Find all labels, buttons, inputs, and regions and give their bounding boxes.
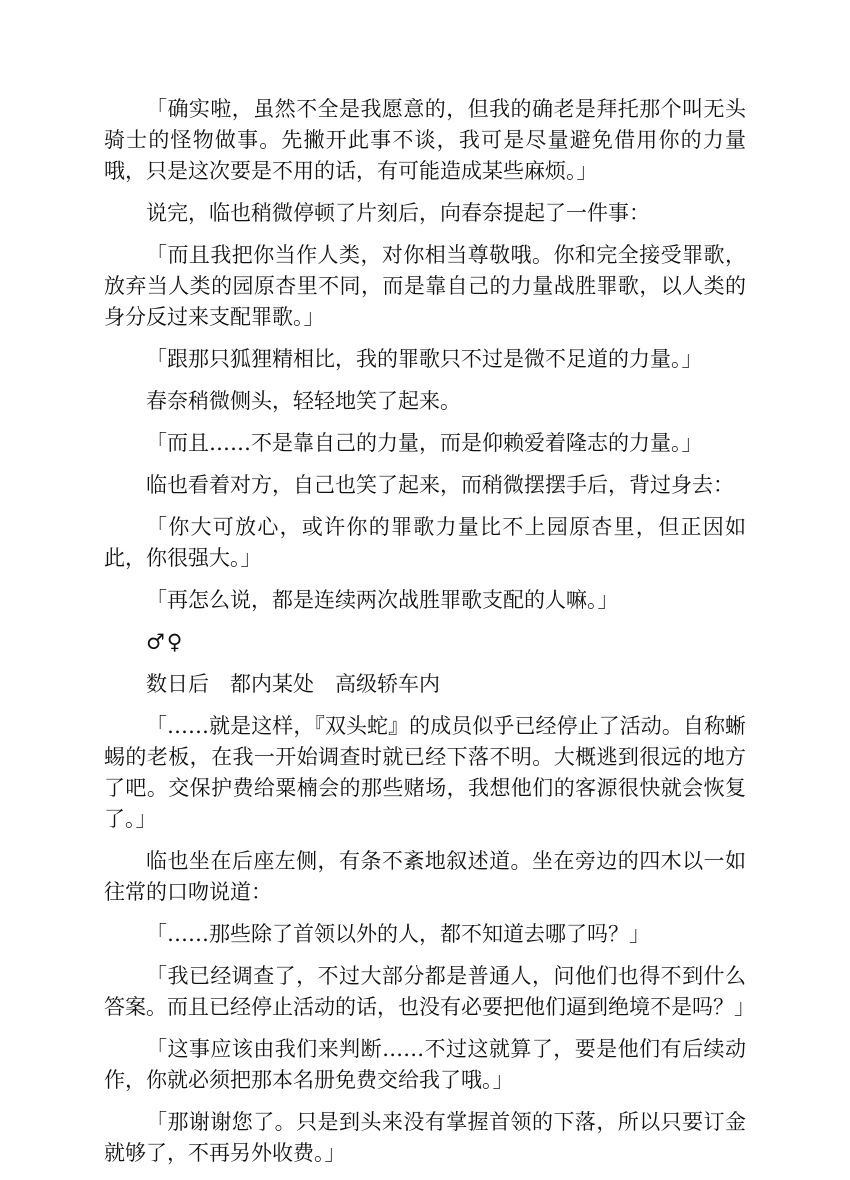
paragraph-1: 「确实啦，虽然不全是我愿意的，但我的确老是拜托那个叫无头骑士的怪物做事。先撇开此事不谈，我可是尽量避免借用你的力量哦，只是这次要是不用的话，有可能造成某些麻烦。」 xyxy=(104,97,746,183)
paragraph-17: 「那谢谢您了。只是到头来没有掌握首领的下落，所以只要订金就够了，不再另外收费。」 xyxy=(104,1110,746,1165)
paragraph-2: 说完，临也稍微停顿了片刻后，向春奈提起了一件事： xyxy=(146,201,650,225)
paragraph-3: 「而且我把你当作人类，对你相当尊敬哦。你和完全接受罪歌，放弃当人类的园原杏里不同，而是靠自己的力量战胜罪歌，以人类的身分反过来支配罪歌。」 xyxy=(104,243,746,329)
document-page xyxy=(104,94,755,1180)
paragraph-15: 「我已经调查了，不过大部分都是普通人，问他们也得不到什么答案。而且已经停止活动的话，也没有必要把他们逼到绝境不是吗？」 xyxy=(104,964,755,1019)
paragraph-5: 春奈稍微侧头，轻轻地笑了起来。 xyxy=(146,389,461,413)
paragraph-9: 「再怎么说，都是连续两次战胜罪歌支配的人嘛。」 xyxy=(146,588,619,612)
paragraph-13: 临也坐在后座左侧，有条不紊地叙述道。坐在旁边的四木以一如往常的口吻说道： xyxy=(104,849,746,904)
paragraph-14: 「……那些除了首领以外的人，都不知道去哪了吗？」 xyxy=(146,922,650,946)
paragraph-12: 「……就是这样，『双头蛇』的成员似乎已经停止了活动。自称蜥蜴的老板，在我一开始调查时就已经下落不明。大概逃到很远的地方了吧。交保护费给粟楠会的那些赌场，我想他们的客源很快就会恢复了。」 xyxy=(104,714,746,831)
scene-break-symbols: ♂♀ xyxy=(146,630,185,654)
paragraph-7: 临也看着对方，自己也笑了起来，而稍微摆摆手后，背过身去： xyxy=(146,473,734,497)
paragraph-4: 「跟那只狐狸精相比，我的罪歌只不过是微不足道的力量。」 xyxy=(146,347,703,371)
paragraph-8: 「你大可放心，或许你的罪歌力量比不上园原杏里，但正因如此，你很强大。」 xyxy=(104,515,746,570)
paragraph-6: 「而且……不是靠自己的力量，而是仰赖爱着隆志的力量。」 xyxy=(146,431,703,455)
paragraph-16: 「这事应该由我们来判断……不过这就算了，要是他们有后续动作，你就必须把那本名册免费交给我了哦。」 xyxy=(104,1037,746,1092)
scene-heading: 数日后 都内某处 高级轿车内 xyxy=(146,672,440,696)
